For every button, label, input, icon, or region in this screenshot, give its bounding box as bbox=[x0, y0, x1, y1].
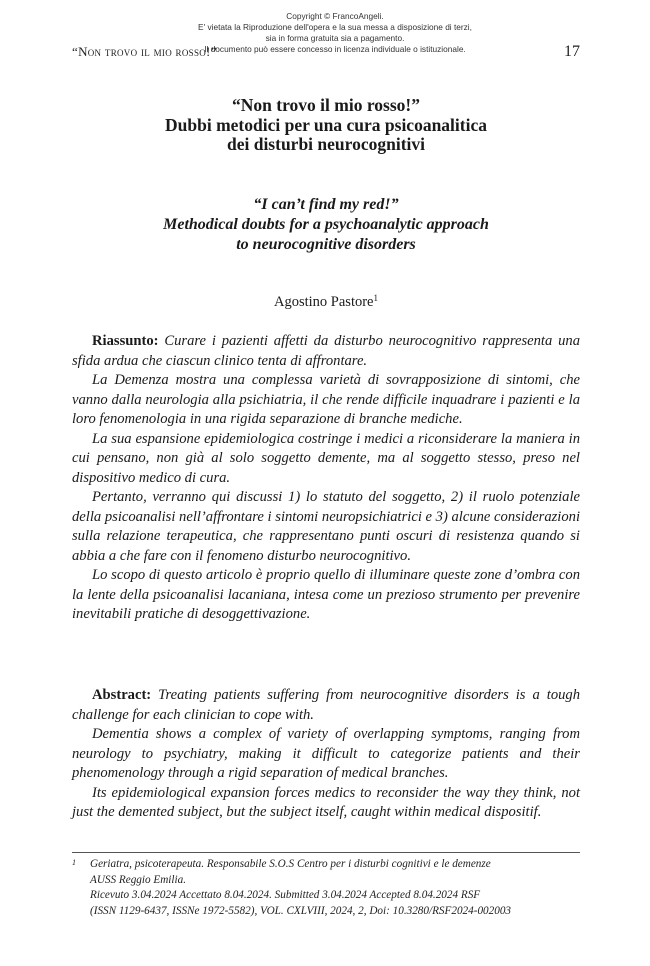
abstract-it-paragraph: La Demenza mostra una complessa varietà di sovrapposizione di sintomi, che vanno dalla neurologia alla psichiatria, il che rende difficile inquadrare i pazienti e la loro fenomenologia in una rigida separazione di branche mediche. bbox=[72, 372, 580, 427]
abstract-en-label: Abstract: bbox=[92, 687, 152, 703]
author bbox=[72, 293, 580, 311]
abstract-en-paragraph: Abstract: Treating patients suffering from neurocognitive disorders is a tough challenge for each clinician to cope with. bbox=[72, 687, 581, 723]
footnote-line: AUSS Reggio Emilia. bbox=[90, 873, 187, 886]
watermark-line: sia in forma gratuita sia a pagamento. bbox=[265, 33, 405, 43]
abstract-italian bbox=[72, 332, 580, 625]
watermark-line: Copyright © FrancoAngeli. bbox=[286, 11, 384, 21]
footnote-line: (ISSN 1129-6437, ISSNe 1972-5582), VOL. CXLVIII, 2024, 2, Doi: 10.3280/RSF2024-002003 bbox=[90, 904, 512, 917]
title-en-line: “I can’t find my red!” bbox=[253, 196, 399, 213]
footnote-mark: 1 bbox=[72, 858, 76, 867]
title-italian bbox=[72, 96, 580, 155]
page-number: 17 bbox=[564, 43, 580, 60]
abstract-it-label: Riassunto: bbox=[92, 333, 159, 349]
title-en-line: to neurocognitive disorders bbox=[236, 236, 416, 253]
footnote bbox=[72, 857, 580, 919]
abstract-en-paragraph: Its epidemiological expansion forces medics to reconsider the way they think, not just the demented subject, but the subject itself, caught within medical dispositif. bbox=[72, 784, 580, 820]
footnote-divider bbox=[72, 852, 580, 853]
abstract-en-paragraph: Dementia shows a complex of variety of overlapping symptoms, ranging from neurology to psychiatry, making it difficult to categorize patients and their phenomenology through a rigid separation of medical branches. bbox=[72, 726, 580, 781]
footnote-body bbox=[90, 857, 580, 919]
abstract-it-paragraph: Riassunto: Curare i pazienti affetti da disturbo neurocognitivo rappresenta una sfida ardua che ciascun clinico tenta di affrontare. bbox=[72, 333, 580, 369]
abstract-it-paragraph: La sua espansione epidemiologica costringe i medici a riconsiderare la maniera in cui pensano, non già al solo soggetto demente, ma al soggetto stesso, preso nel dispositivo medico di cura. bbox=[72, 430, 580, 486]
footnote-line: Geriatra, psicoterapeuta. Responsabile S.O.S Centro per i disturbi cognitivi e le demenze bbox=[90, 858, 491, 870]
author-note-mark: 1 bbox=[373, 293, 378, 303]
footnote-line: Ricevuto 3.04.2024 Accettato 8.04.2024. Submitted 3.04.2024 Accepted 8.04.2024 RSF bbox=[90, 889, 481, 901]
title-en-line: Methodical doubts for a psychoanalytic approach bbox=[163, 216, 489, 233]
abstract-it-paragraph: Pertanto, verranno qui discussi 1) lo statuto del soggetto, 2) il ruolo potenziale della psicoanalisi nell’affrontare i sintomi neuropsichiatrici e 3) alcune considerazioni sulla relazione terapeutica, che rappresentano punti oscuri di resistenza quando si abbia a che fare con il fenomeno disturbo neurocognitivo. bbox=[72, 489, 580, 564]
watermark-line: Il documento può essere concesso in licenza individuale o istituzionale. bbox=[204, 44, 466, 54]
watermark-line: E' vietata la Riproduzione dell'opera e la sua messa a disposizione di terzi, bbox=[198, 22, 472, 32]
running-head: “Non trovo il mio rosso!” bbox=[72, 44, 217, 59]
title-it-line: dei disturbi neurocognitivi bbox=[226, 134, 426, 154]
author-name: Agostino Pastore bbox=[274, 294, 374, 310]
title-it-line: Dubbi metodici per una cura psicoanalitica bbox=[165, 114, 487, 135]
abstract-english bbox=[72, 686, 580, 823]
title-english bbox=[72, 195, 580, 255]
abstract-it-paragraph: Lo scopo di questo articolo è proprio quello di illuminare queste zone d’ombra con la lente della psicoanalisi lacaniana, intesa come un prezioso strumento per prevenire inevitabili pratiche di desoggettivazione. bbox=[72, 567, 580, 622]
title-it-line: “Non trovo il mio rosso!” bbox=[232, 95, 420, 115]
